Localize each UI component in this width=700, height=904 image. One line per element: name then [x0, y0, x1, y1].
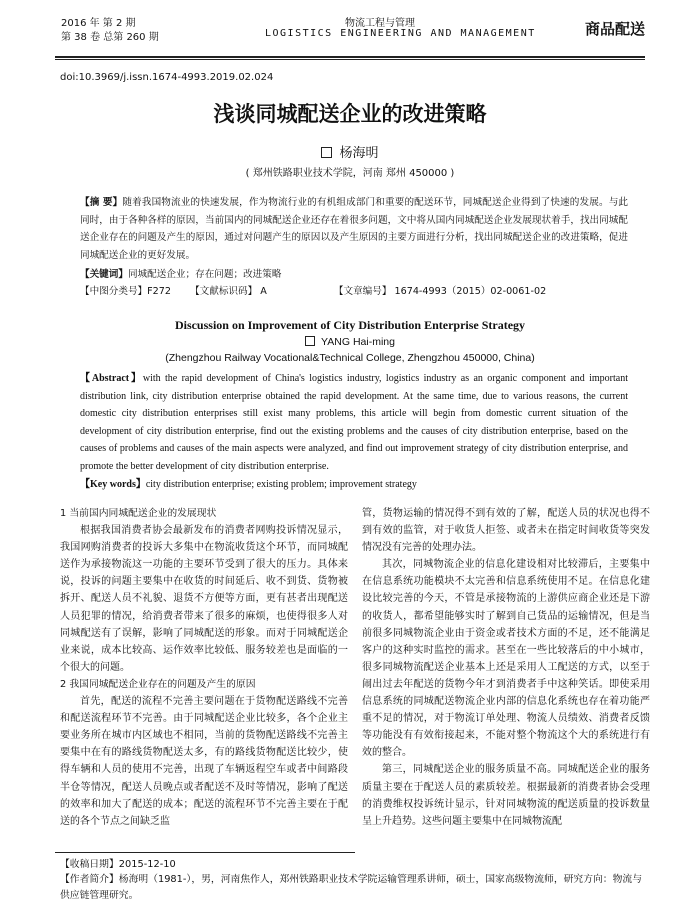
section-heading-2: 2 我国同城配送企业存在的问题及产生的原因: [60, 678, 256, 690]
cn-keywords-text: 同城配送企业；存在问题；改进策略: [127, 269, 282, 280]
body-paragraph: 其次，同城物流企业的信息化建设相对比较滞后，主要集中在信息系统功能模块不太完善和信息系统使用不足。在信息化建设比较完善的今天，不管是承接物流的上游供应商企业还是下游的收货人，都希望能够实时了解到自己货品的运输情况，但是当前很多同城物流企业由于资金或者技术方面的不足，还不能满足客户的这种实时监控的需求。甚至在一些比较落后的中小城市，很多同城物流配送企业基本上还是采用人工配送的方式，以至于闹出过去年配送的货物今年才到消费者手中这种笑话。即使采用信息系统的同城配送物流企业内部的信息化系统也存在着功能严重不足的情况，对于物流订单处理、物流人员绩效、消费者反馈等功能没有有效衔接起来，不能对整个物流这个大的系统进行有效的整合。: [362, 559, 650, 759]
author-box-icon: [321, 147, 332, 158]
en-title: Discussion on Improvement of City Distribution Enterprise Strategy: [174, 318, 526, 332]
en-keywords-text: city distribution enterprise; existing problem; improvement strategy: [145, 479, 417, 490]
year-issue: 2016 年 第 2 期: [61, 18, 136, 29]
received-date: 【收稿日期】2015-12-10: [60, 859, 176, 870]
journal-name-en: LOGISTICS ENGINEERING AND MANAGEMENT: [265, 28, 536, 39]
cn-abstract-label: 【摘 要】: [80, 197, 123, 208]
en-abstract-text: with the rapid development of China's logistics industry, logistics industry as an organic component and important distribution link, city distribution enterprise obtained the rapid development. At the same time, due to various reasons, the current domestic city distribution enterprises still exist many problems, this article will begin from domestic current situation of the development of city distribution enterprise, find out the existing problems and the causes of city distribution enterprise, based on the causes of problems and causes of the main aspects were analyzed, and find out improvement strategy of city distribution enterprise, and promote the better development of city distribution enterprise.: [80, 373, 628, 472]
body-paragraph: 根据我国消费者协会最新发布的消费者网购投诉情况显示，我国网购消费者的投诉大多集中在物流收货这个环节，而同城配送作为承接物流这一功能的主要环节受到了很大的压力。具体来说，投诉的问题主要集中在收货的时间延后、收不到货、货物被拆开、配送人员不礼貌、退货不方便等方面，更有甚者出现配送人员犯罪的情况，给消费者带来了很多的麻烦，也使得很多人对同城配送有了误解，影响了同城配送的形象。而对于同城配送企业来说，成本比较高、运作效率比较低、服务较差也是面临的一个很大的问题。: [60, 525, 348, 673]
journal-name-cn: 物流工程与管理: [345, 18, 415, 29]
clc-number: 【中图分类号】F272: [80, 286, 171, 297]
en-author-name: YANG Hai-ming: [321, 336, 395, 348]
paper-title: 浅谈同城配送企业的改进策略: [213, 101, 487, 126]
en-author-line: [0, 336, 700, 348]
header-rule-thin: [55, 59, 645, 60]
author-bio: 【作者简介】杨海明（1981-），男，河南焦作人，郑州铁路职业技术学院运输管理系讲师，硕士，国家高级物流师，研究方向：物流与供应链管理研究。: [60, 874, 642, 901]
body-paragraph: 管，货物运输的情况得不到有效的了解，配送人员的状况也得不到有效的监管，对于收货人拒签、或者未在指定时间收货等突发情况没有完善的处理办法。: [362, 508, 650, 554]
cn-keywords-label: 【关键词】: [80, 269, 128, 280]
section-heading-1: 1 当前国内同城配送企业的发展现状: [60, 508, 217, 519]
body-paragraph: 首先，配送的流程不完善主要问题在于货物配送路线不完善和配送流程环节不完善。由于同城配送企业比较多，各个企业主要业务所在城市内区域也不相同，当前的货物配送路线不完善主要集中在有的路线货物配送太多，有的路线货物配送比较少，使得车辆和人员的使用不完善，出现了车辆返程空车或者中间路段半仓等情况，配送人员晚点或者配送不及时等情况，影响了配送的效率和加大了配送的成本；配送的流程环节不完善主要在于配送的各个节点之间缺乏监: [60, 696, 348, 827]
en-keywords-label: 【Key words】: [80, 479, 146, 490]
article-number: 【文章编号】 1674-4993（2015）02-0061-02: [333, 286, 547, 297]
en-abstract-label: 【Abstract】: [80, 373, 143, 384]
en-author-box-icon: [305, 336, 315, 346]
body-column-right: [362, 505, 650, 830]
affiliation: ( 郑州铁路职业技术学院，河南 郑州 450000 ): [245, 168, 455, 179]
doc-code: 【文献标识码】 A: [190, 286, 267, 297]
author-name: 杨海明: [339, 146, 379, 161]
en-affiliation: (Zhengzhou Railway Vocational&Technical College, Zhengzhou 450000, China): [165, 352, 535, 364]
journal-header: [55, 12, 645, 48]
en-keywords: [80, 475, 417, 490]
doi: doi:10.3969/j.issn.1674-4993.2019.02.024: [60, 72, 274, 83]
author-line: [0, 142, 700, 161]
body-paragraph: 第三，同城配送企业的服务质量不高。同城配送企业的服务质量主要在于配送人员的素质较差。根据最新的消费者协会受理的消费维权投诉统计显示，针对同城物流的配送质量的投诉数量呈上升趋势。这些问题主要集中在同城物流配: [362, 764, 650, 827]
header-rule: [55, 56, 645, 58]
cn-abstract-text: 随着我国物流业的快速发展，作为物流行业的有机组成部门和重要的配送环节，同城配送企业得到了快速的发展。与此同时，由于各种各样的原因，当前国内的同城配送企业还存在着很多问题，文中将从国内同城配送企业发展现状着手，找出同城配送企业存在的问题及产生的原因，通过对问题产生的原因以及产生原因的主要方面进行分析，找出同城配送企业的改进策略，促进同城配送企业的更好发展。: [80, 197, 629, 261]
footnote-rule: [55, 852, 355, 853]
section-tag: 商品配送: [584, 20, 645, 38]
body-column-left: [60, 505, 348, 830]
volume-total: 第 38 卷 总第 260 期: [61, 32, 159, 43]
cn-abstract: [80, 194, 628, 264]
classification-line: [80, 283, 562, 297]
en-abstract: [80, 370, 628, 475]
cn-keywords: [80, 266, 281, 280]
